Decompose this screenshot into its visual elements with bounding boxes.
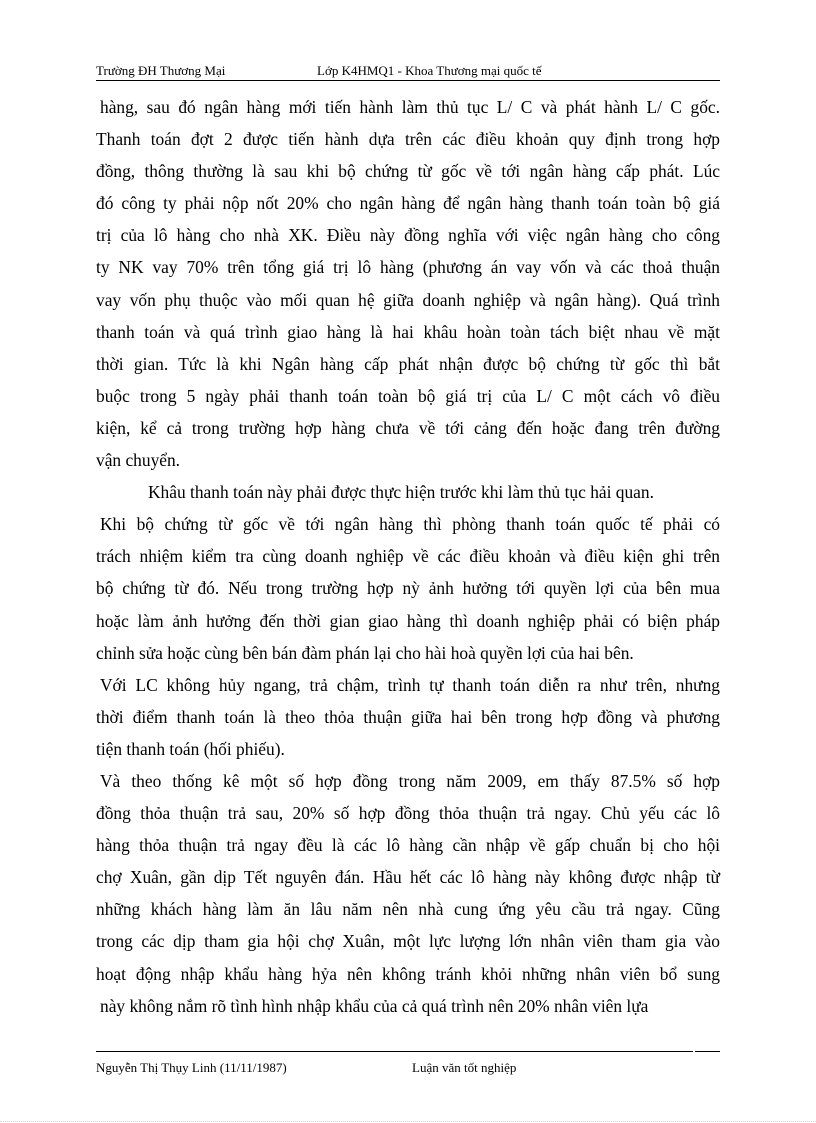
text-line: đồng, thông thường là sau khi bộ chứng từ gốc về tới ngân hàng cấp phát. Lúc: [96, 161, 720, 182]
footer-author: Nguyễn Thị Thụy Linh (11/11/1987): [96, 1060, 287, 1075]
text-line: Khâu thanh toán này phải được thực hiện trước khi làm thủ tục hải quan.: [148, 482, 654, 503]
text-line: thời điểm thanh toán là theo thỏa thuận giữa hai bên trong hợp đồng và phương: [96, 706, 720, 727]
text-line: thanh toán và quá trình giao hàng là hai khâu hoàn toàn tách biệt nhau về mặt: [96, 321, 720, 342]
text-line: vận chuyển.: [96, 450, 181, 471]
text-line: trách nhiệm kiểm tra cùng doanh nghiệp về các điều khoản và điều kiện ghi trên: [96, 546, 720, 567]
body-text: [96, 91, 720, 1022]
header-rule: [96, 80, 720, 81]
text-line: vay vốn phụ thuộc vào mối quan hệ giữa doanh nghiệp và ngân hàng). Quá trình: [96, 289, 720, 310]
text-line: kiện, kể cả trong trường hợp hàng chưa về tới cảng đến hoặc đang trên đường: [96, 417, 720, 438]
text-line: bộ chứng từ đó. Nếu trong trường hợp nỳ ảnh hưởng tới quyền lợi của bên mua: [96, 578, 720, 599]
text-line: buộc trong 5 ngày phải thanh toán toàn bộ giá trị của L/ C một cách vô điều: [96, 385, 720, 406]
text-line: Khi bộ chứng từ gốc về tới ngân hàng thì phòng thanh toán quốc tế phải có: [100, 514, 720, 535]
text-line: tiện thanh toán (hối phiếu).: [96, 738, 285, 759]
text-line: hoạt động nhập khẩu hàng hỷa nên không tránh khỏi những nhân viên bổ sung: [96, 963, 720, 984]
text-line: này không nắm rõ tình hình nhập khẩu của cả quá trình nên 20% nhân viên lựa: [100, 995, 649, 1016]
page-bottom-dotted-edge: [0, 1121, 816, 1122]
page-header: [96, 62, 720, 80]
footer-rule-segment: [695, 1051, 720, 1052]
footer-rule: [96, 1051, 693, 1052]
header-class-department: Lớp K4HMQ1 - Khoa Thương mại quốc tế: [317, 63, 542, 78]
text-line: đó công ty phải nộp nốt 20% cho ngân hàng để ngân hàng thanh toán toàn bộ giá: [96, 193, 720, 214]
text-line: chợ Xuân, gần dịp Tết nguyên đán. Hầu hết các lô hàng này không được nhập từ: [96, 867, 720, 888]
text-line: đồng thỏa thuận trả sau, 20% số hợp đồng thỏa thuận trả ngay. Chủ yếu các lô: [96, 803, 720, 824]
text-line: trị của lô hàng cho nhà XK. Điều này đồng nghĩa với việc ngân hàng cho công: [96, 225, 720, 246]
page-footer: [96, 1059, 720, 1077]
footer-thesis-label: Luận văn tốt nghiệp: [412, 1060, 517, 1075]
text-line: Với LC không hủy ngang, trả chậm, trình tự thanh toán diễn ra như trên, nhưng: [100, 674, 720, 695]
text-line: trong các dịp tham gia hội chợ Xuân, một lực lượng lớn nhân viên tham gia vào: [96, 931, 720, 952]
text-line: thời gian. Tức là khi Ngân hàng cấp phát nhận được bộ chứng từ gốc thì bắt: [96, 353, 720, 374]
header-school: Trường ĐH Thương Mại: [96, 63, 226, 78]
text-line: hoặc làm ảnh hưởng đến thời gian giao hàng thì doanh nghiệp phải có biện pháp: [96, 610, 720, 631]
text-line: ty NK vay 70% trên tổng giá trị lô hàng (phương án vay vốn và các thoả thuận: [96, 257, 720, 278]
text-line: Và theo thống kê một số hợp đồng trong năm 2009, em thấy 87.5% số hợp: [100, 770, 720, 791]
text-line: hàng, sau đó ngân hàng mới tiến hành làm thủ tục L/ C và phát hành L/ C gốc.: [100, 97, 720, 117]
text-line: hàng thỏa thuận trả ngay đều là các lô hàng cần nhập về gấp chuẩn bị cho hội: [96, 835, 720, 856]
text-line: Thanh toán đợt 2 được tiến hành dựa trên các điều khoản quy định trong hợp: [96, 129, 720, 150]
text-line: chỉnh sửa hoặc cùng bên bán đàm phán lại cho hài hoà quyền lợi của hai bên.: [96, 642, 634, 663]
text-line: những khách hàng làm ăn lâu năm nên nhà cung ứng yêu cầu trả ngay. Cũng: [96, 899, 720, 920]
